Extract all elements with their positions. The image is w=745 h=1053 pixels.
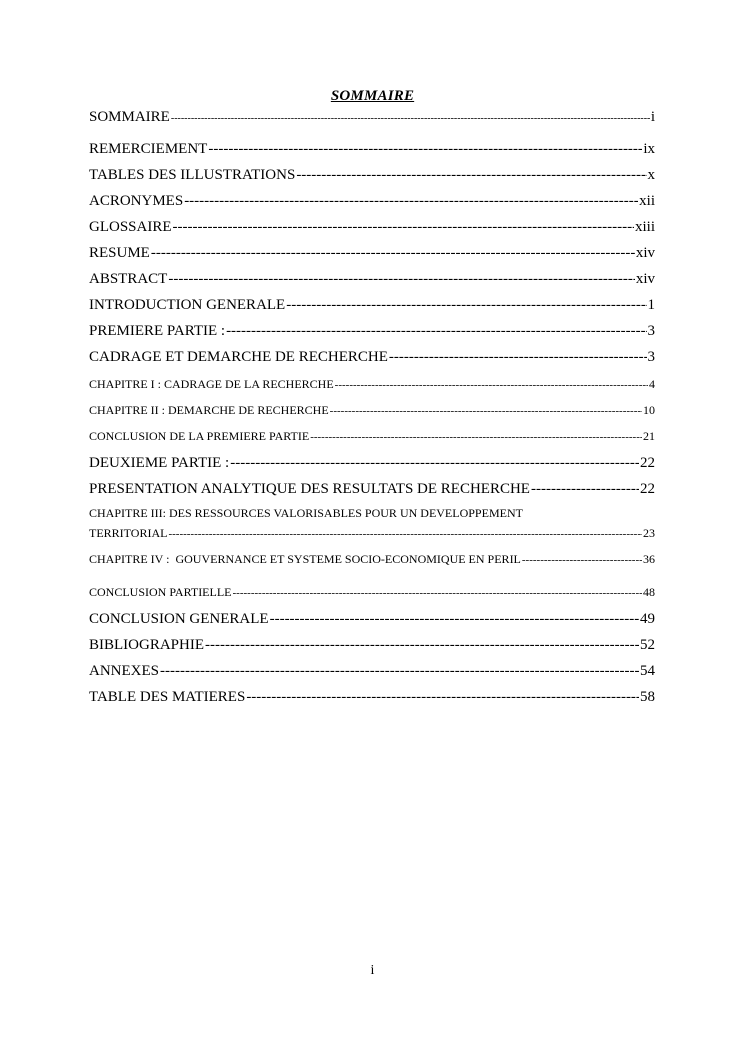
toc-entry-title: SOMMAIRE bbox=[89, 109, 170, 125]
dot-leader bbox=[330, 403, 642, 419]
dot-leader bbox=[389, 348, 647, 366]
toc-entry-page: xiv bbox=[635, 245, 655, 261]
dot-leader bbox=[208, 140, 642, 158]
toc-entry-page: x bbox=[647, 167, 655, 183]
toc-entry-introduction-generale[interactable] bbox=[89, 296, 655, 314]
toc-entry-page: 10 bbox=[643, 403, 655, 417]
toc-entry-acronymes[interactable] bbox=[89, 192, 655, 210]
dot-leader bbox=[230, 454, 639, 472]
toc-entry-cadrage-et-demarche[interactable] bbox=[89, 348, 655, 366]
toc-entry-title: DEUXIEME PARTIE : bbox=[89, 455, 230, 471]
toc-entry-page: 49 bbox=[640, 611, 655, 627]
toc-entry-title: BIBLIOGRAPHIE bbox=[89, 637, 204, 653]
toc-entry-page: xii bbox=[639, 193, 655, 209]
toc-entry-title: ACRONYMES bbox=[89, 193, 184, 209]
toc-entry-page: 4 bbox=[649, 377, 655, 391]
toc-entry-title: ANNEXES bbox=[89, 663, 159, 679]
toc-entry-abstract[interactable] bbox=[89, 270, 655, 288]
dot-leader bbox=[184, 192, 638, 210]
toc-entry-title: CHAPITRE IV : GOUVERNANCE ET SYSTEME SOCIO-ECONOMIQUE EN PERIL bbox=[89, 552, 521, 566]
toc-entry-deuxieme-partie[interactable] bbox=[89, 454, 655, 472]
toc-entry-page: 52 bbox=[640, 637, 655, 653]
dot-leader bbox=[168, 527, 642, 542]
toc-entry-page: 48 bbox=[643, 585, 655, 599]
toc-entry-page: 23 bbox=[643, 526, 655, 540]
toc-entry-title: GLOSSAIRE bbox=[89, 219, 172, 235]
page-title: SOMMAIRE bbox=[330, 88, 415, 104]
toc-entry-table-des-matieres[interactable] bbox=[89, 688, 655, 706]
toc-entry-conclusion-generale[interactable] bbox=[89, 610, 655, 628]
dot-leader bbox=[226, 322, 646, 340]
toc-entry-page: 36 bbox=[643, 552, 655, 566]
toc-entry-title: CADRAGE ET DEMARCHE DE RECHERCHE bbox=[89, 349, 388, 365]
dot-leader bbox=[171, 110, 650, 128]
dot-leader bbox=[296, 166, 646, 184]
dot-leader bbox=[168, 270, 634, 288]
dot-leader bbox=[233, 586, 642, 601]
toc-entry-title: CONCLUSION PARTIELLE bbox=[89, 585, 232, 599]
toc-entry-page: 22 bbox=[640, 481, 655, 497]
toc-entry-page: ix bbox=[643, 141, 655, 157]
dot-leader bbox=[335, 377, 648, 393]
toc-entry-page: 21 bbox=[643, 429, 655, 443]
dot-leader bbox=[270, 610, 639, 628]
dot-leader bbox=[205, 636, 639, 654]
toc-entry-title: ABSTRACT bbox=[89, 271, 168, 287]
dot-leader bbox=[286, 296, 646, 314]
toc-entry-chapitre-2[interactable] bbox=[89, 403, 655, 419]
toc-entry-bibliographie[interactable] bbox=[89, 636, 655, 654]
toc-entry-page: 1 bbox=[647, 297, 655, 313]
toc-entry-title: REMERCIEMENT bbox=[89, 141, 208, 157]
toc-entry-title: TABLE DES MATIERES bbox=[89, 689, 246, 705]
toc-entry-title: CHAPITRE I : CADRAGE DE LA RECHERCHE bbox=[89, 377, 334, 391]
toc-entry-annexes[interactable] bbox=[89, 662, 655, 680]
toc-entry-page: 3 bbox=[647, 349, 655, 365]
dot-leader bbox=[310, 429, 642, 445]
toc-entry-remerciement[interactable] bbox=[89, 140, 655, 158]
toc-entry-title: PRESENTATION ANALYTIQUE DES RESULTATS DE RECHERCHE bbox=[89, 481, 530, 497]
dot-leader bbox=[246, 688, 639, 706]
toc-entry-title: RESUME bbox=[89, 245, 150, 261]
dot-leader bbox=[173, 218, 634, 236]
toc-entry-page: 58 bbox=[640, 689, 655, 705]
toc-entry-title: CHAPITRE II : DEMARCHE DE RECHERCHE bbox=[89, 403, 329, 417]
toc-entry-premiere-partie[interactable] bbox=[89, 322, 655, 340]
toc-entry-title: TABLES DES ILLUSTRATIONS bbox=[89, 167, 296, 183]
toc-entry-title: CONCLUSION DE LA PREMIERE PARTIE bbox=[89, 429, 310, 443]
toc-entry-page: 3 bbox=[647, 323, 655, 339]
dot-leader bbox=[522, 552, 642, 568]
toc-entry-title: INTRODUCTION GENERALE bbox=[89, 297, 286, 313]
toc-entry-title: CONCLUSION GENERALE bbox=[89, 611, 269, 627]
toc-entry-title: TERRITORIAL bbox=[89, 526, 168, 540]
toc-entry-conclusion-premiere-partie[interactable] bbox=[89, 429, 655, 445]
toc-entry-page: xiii bbox=[634, 219, 655, 235]
toc-entry-chapitre-3[interactable] bbox=[89, 526, 655, 542]
toc-entry-chapitre-4[interactable] bbox=[89, 552, 655, 568]
toc-entry-page: 54 bbox=[640, 663, 655, 679]
toc-entry-presentation-analytique[interactable] bbox=[89, 480, 655, 498]
toc-entry-page: i bbox=[650, 109, 655, 125]
dot-leader bbox=[531, 480, 639, 498]
dot-leader bbox=[160, 662, 639, 680]
toc-entry-chapitre-1[interactable] bbox=[89, 377, 655, 393]
toc-entry-tables-des-illustrations[interactable] bbox=[89, 166, 655, 184]
toc-entry-page: xiv bbox=[635, 271, 655, 287]
toc-entry-resume[interactable] bbox=[89, 244, 655, 262]
toc-entry-sommaire[interactable] bbox=[89, 108, 655, 128]
dot-leader bbox=[151, 244, 635, 262]
toc-entry-glossaire[interactable] bbox=[89, 218, 655, 236]
toc-entry-page: 22 bbox=[640, 455, 655, 471]
toc-entry-conclusion-partielle[interactable] bbox=[89, 585, 655, 601]
toc-entry-title: PREMIERE PARTIE : bbox=[89, 323, 226, 339]
page-number: i bbox=[370, 963, 375, 978]
toc-entry-chapitre-3-line1[interactable]: CHAPITRE III: DES RESSOURCES VALORISABLES POUR UN DEVELOPPEMENT bbox=[89, 506, 523, 520]
